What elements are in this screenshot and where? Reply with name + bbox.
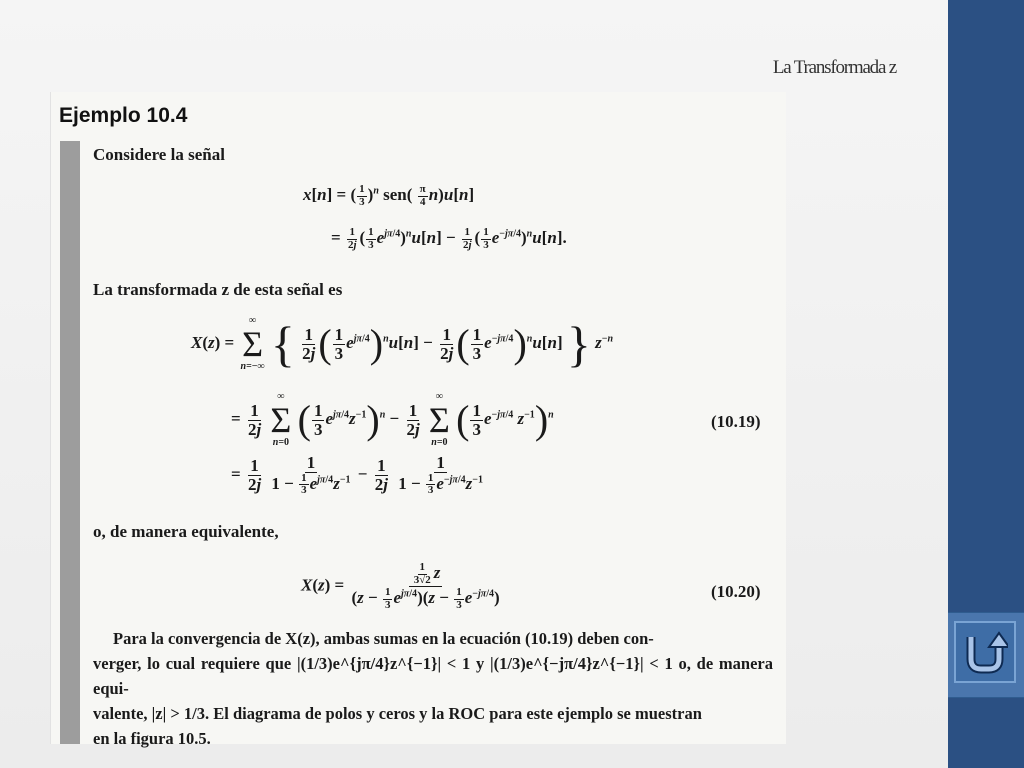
paragraph-line: verger, lo cual requiere que |(1/3)e^{jπ/4}z^{−1}| < 1 y |(1/3)e^{−jπ/4}z^{−1}| < 1 o, de manera equi-	[93, 654, 773, 698]
transform-equation-line1: X(z) = ∞ Σ n=−∞ { $\frac{1}{2j}$ ( $\frac{1}{3}$ $e^{j\pi/4})^nu[n]$ − $\frac{1}{2j}$ ( $\frac{1}{3}$ $e^{-j\pi/4})^nu[n]$ } $z^{-n}$	[191, 315, 613, 372]
scanned-textbook-page	[50, 92, 786, 748]
transform-equation-line2: = $\frac{1}{2j}$ ∞ Σ n=0 ( $\frac{1}{3}$ $e^{j\pi/4}z^{-1})^n$ − $\frac{1}{2j}$ ∞ Σ n=0 ( $\frac{1}{3}$ $e^{-j\pi/4}$ $z^{-1})^n$	[231, 391, 554, 448]
transform-equation-line3: = $\frac{1}{2j}$ 1 1 − $\frac{1}{3}$ $e^{j\pi/4}z^{-1}$ − $\frac{1}{2j}$ 1 1 − $\frac{1}{3}$ $e^{-j\pi/4}z^{-1}$	[231, 453, 483, 497]
paragraph-line: Para la convergencia de X(z), ambas sumas en la ecuación (10.19) deben con-	[113, 629, 654, 648]
equation-number-10-20: (10.20)	[711, 582, 761, 601]
convergence-paragraph	[93, 626, 773, 751]
example-margin-bar	[60, 141, 80, 744]
back-button[interactable]	[954, 621, 1016, 683]
return-icon	[962, 629, 1008, 675]
signal-definition-line1: x[n] = ( $\frac{1}{3}$ )$^n$ sen( $\frac{\pi}{4}$ n)u[n]	[303, 183, 475, 208]
equation-number-10-19: (10.19)	[711, 412, 761, 431]
transform-intro-text: La transformada z de esta señal es	[93, 280, 343, 299]
intro-text: Considere la señal	[93, 145, 225, 164]
paragraph-line: en la figura 10.5.	[93, 729, 211, 748]
signal-definition-line2: = $\frac{1}{2j}$ ( $\frac{1}{3}$ $e^{j\pi/4})^nu[n]$ − $\frac{1}{2j}$ ( $\frac{1}{3}$ $e^{-j\pi/4})^nu[n]$.	[331, 226, 567, 251]
paragraph-line: valente, |z| > 1/3. El diagrama de polos y ceros y la ROC para este ejemplo se muestran	[93, 704, 702, 723]
closed-form-equation: X(z) = $\frac{1}{3√2}$ z (z − $\frac{1}{3}$ $e^{j\pi/4})(z$ − $\frac{1}{3}$ $e^{-j\pi/4}$)	[301, 561, 500, 611]
example-title: Ejemplo 10.4	[59, 104, 188, 127]
equivalent-intro-text: o, de manera equivalente,	[93, 522, 279, 541]
slide-header-title: La Transformada z	[772, 57, 896, 78]
